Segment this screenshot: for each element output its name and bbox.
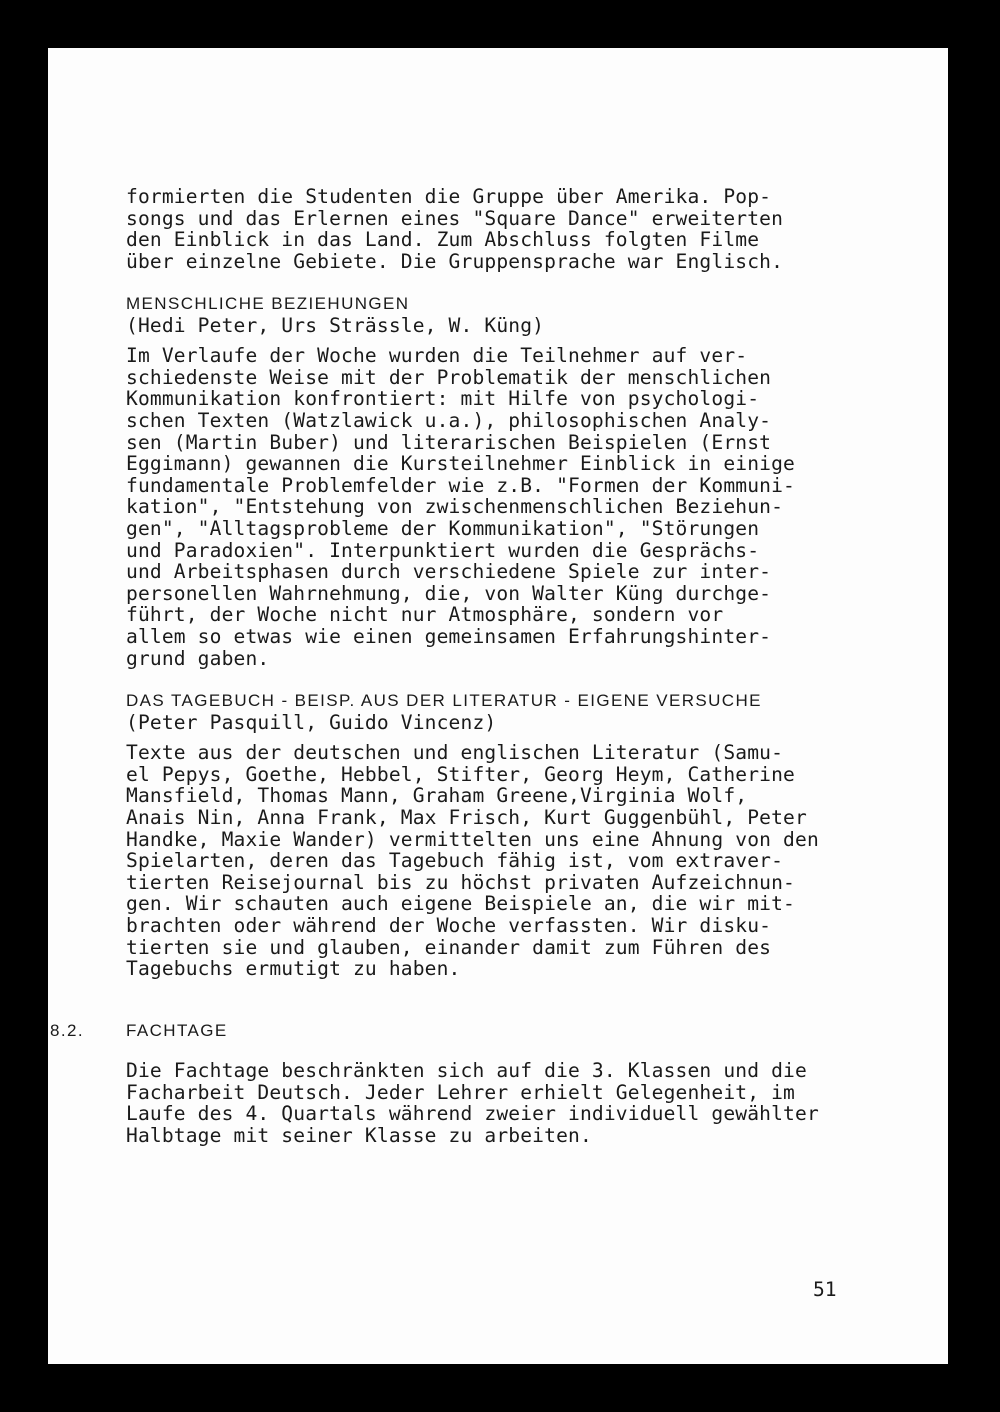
text-line: Laufe des 4. Quartals während zweier individuell gewählter [126,1102,819,1126]
text-line: grund gaben. [126,646,270,670]
text-line: tierten Reisejournal bis zu höchst privaten Aufzeichnun- [126,870,795,894]
text-line: gen", "Alltagsprobleme der Kommunikation", "Störungen [126,516,760,540]
section-authors: (Hedi Peter, Urs Strässle, W. Küng) [126,313,545,337]
document-page [48,48,948,1364]
text-line: gen. Wir schauten auch eigene Beispiele an, die wir mit- [126,892,795,916]
text-line: allem so etwas wie einen gemeinsamen Erfahrungshinter- [126,624,772,648]
text-line: Eggimann) gewannen die Kursteilnehmer Einblick in einige [126,452,795,476]
text-line: führt, der Woche nicht nur Atmosphäre, sondern vor [126,603,724,627]
intro-paragraph [126,186,886,272]
section-fachtage-body [126,1060,886,1146]
text-line: den Einblick in das Land. Zum Abschluss folgten Filme [126,228,760,252]
text-line: personellen Wahrnehmung, die, von Walter Küng durchge- [126,581,772,605]
section-menschliche-beziehungen [126,293,886,669]
text-line: songs und das Erlernen eines "Square Dance" erweiterten [126,206,784,230]
text-line: el Pepys, Goethe, Hebbel, Stifter, Georg Heym, Catherine [126,762,795,786]
text-line: Die Fachtage beschränkten sich auf die 3. Klassen und die [126,1059,807,1082]
text-line: Handke, Maxie Wander) vermittelten uns eine Ahnung von den [126,827,819,851]
text-line: Im Verlaufe der Woche wurden die Teilnehmer auf ver- [126,344,748,368]
text-line: über einzelne Gebiete. Die Gruppensprache war Englisch. [126,249,784,273]
text-line: Texte aus der deutschen und englischen Literatur (Samu- [126,741,784,765]
text-line: und Arbeitsphasen durch verschiedene Spiele zur inter- [126,560,772,584]
section-das-tagebuch [126,690,886,980]
text-line: tierten sie und glauben, einander damit zum Führen des [126,935,772,959]
text-line: fundamentale Problemfelder wie z.B. "Formen der Kommuni- [126,473,795,497]
text-line: Kommunikation konfrontiert: mit Hilfe von psychologi- [126,387,760,411]
section-heading: DAS TAGEBUCH - BEISP. AUS DER LITERATUR - EIGENE VERSUCHE [126,691,762,710]
text-line: Mansfield, Thomas Mann, Graham Greene,Virginia Wolf, [126,784,748,808]
text-line: Anais Nin, Anna Frank, Max Frisch, Kurt Guggenbühl, Peter [126,805,807,829]
text-line: kation", "Entstehung von zwischenmenschlichen Beziehun- [126,495,784,519]
section-heading: MENSCHLICHE BEZIEHUNGEN [126,294,410,313]
text-line: schiedenste Weise mit der Problematik der menschlichen [126,365,772,389]
text-line: brachten oder während der Woche verfassten. Wir disku- [126,913,772,937]
text-line: Spielarten, deren das Tagebuch fähig ist, vom extraver- [126,849,784,873]
section-title: FACHTAGE [126,1021,228,1040]
text-line: Halbtage mit seiner Klasse zu arbeiten. [126,1123,592,1147]
text-line: formierten die Studenten die Gruppe über Amerika. Pop- [126,185,772,208]
text-line: sen (Martin Buber) und literarischen Beispielen (Ernst [126,430,772,454]
text-line: und Paradoxien". Interpunktiert wurden die Gesprächs- [126,538,760,562]
text-line: schen Texten (Watzlawick u.a.), philosophischen Analy- [126,408,772,432]
section-number: 8.2. [50,1021,84,1040]
text-line: Tagebuchs ermutigt zu haben. [126,957,461,981]
text-line: Facharbeit Deutsch. Jeder Lehrer erhielt Gelegenheit, im [126,1080,795,1104]
page-number: 51 [813,1278,837,1301]
section-authors: (Peter Pasquill, Guido Vincenz) [126,710,497,734]
